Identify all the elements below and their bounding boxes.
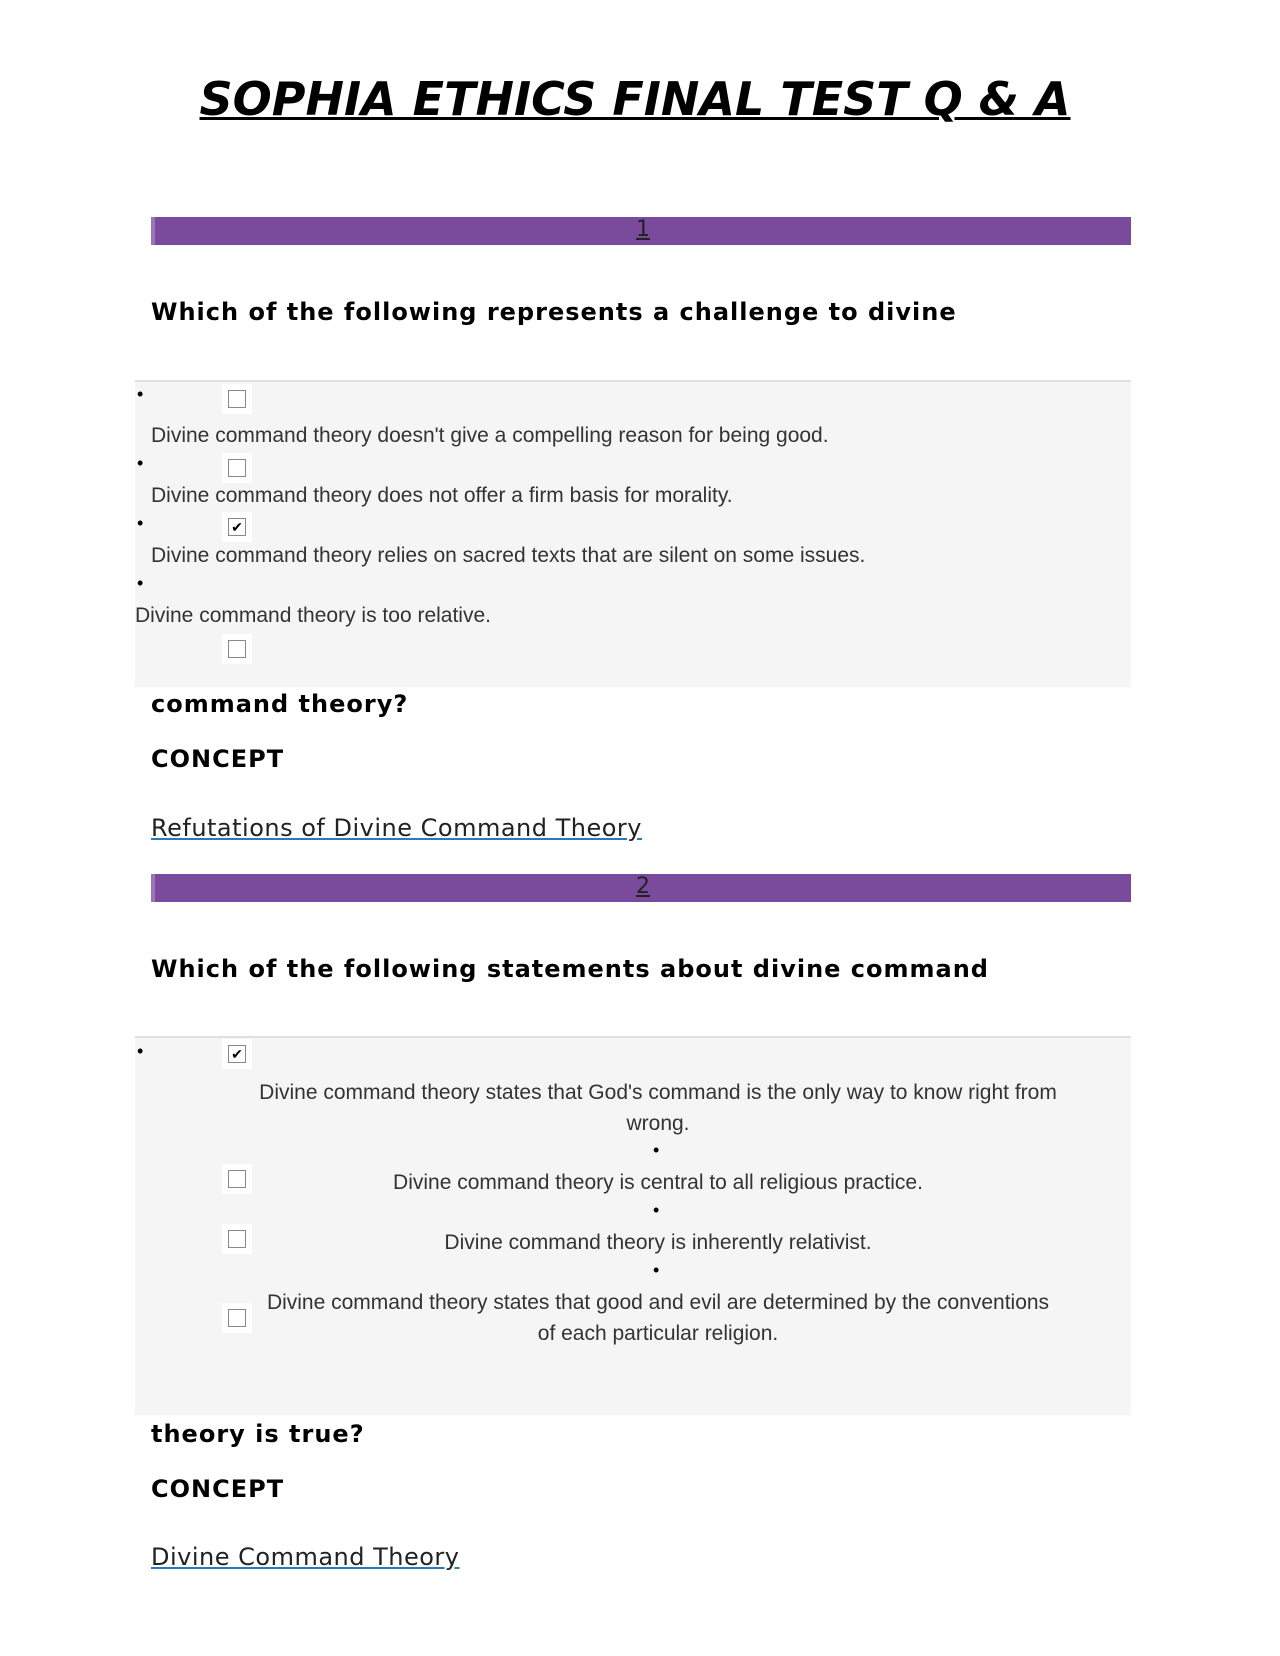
answer-option[interactable]: Divine command theory is inherently relativist. — [444, 1231, 872, 1254]
answer-option[interactable]: Divine command theory doesn't give a compelling reason for being good. — [151, 424, 829, 447]
question-number: 1 — [636, 217, 650, 242]
question-number-bar — [151, 874, 1131, 902]
bullet: • — [653, 1140, 660, 1160]
answer-checkbox[interactable] — [228, 390, 246, 408]
question-number: 2 — [636, 874, 650, 899]
answer-option[interactable]: Divine command theory is central to all religious practice. — [393, 1171, 923, 1194]
answer-checkbox[interactable] — [228, 640, 246, 658]
answer-checkbox-checked[interactable]: ✔ — [228, 518, 246, 536]
bullet: • — [653, 1260, 660, 1280]
document-title: SOPHIA ETHICS FINAL TEST Q & A — [199, 72, 1071, 126]
concept-label: CONCEPT — [151, 1475, 285, 1503]
answer-option[interactable]: Divine command theory does not offer a firm basis for morality. — [151, 484, 733, 507]
concept-label: CONCEPT — [151, 745, 285, 773]
question-number-bar — [151, 217, 1131, 245]
bullet: • — [137, 384, 144, 404]
bullet: • — [137, 453, 144, 473]
question-text-continued: theory is true? — [151, 1420, 365, 1448]
answer-checkbox[interactable] — [228, 459, 246, 477]
bullet: • — [137, 513, 144, 533]
bullet: • — [137, 1041, 144, 1061]
answer-option[interactable]: Divine command theory states that good and evil are determined by the conventions of each particular religion. — [266, 1291, 1050, 1345]
answer-option-selected[interactable]: Divine command theory states that God's command is the only way to know right from wrong. — [259, 1081, 1057, 1135]
question-text: Which of the following represents a challenge to divine — [151, 298, 957, 326]
bullet: • — [137, 573, 144, 593]
answer-option[interactable]: Divine command theory is too relative. — [135, 604, 491, 627]
answer-checkbox-checked[interactable]: ✔ — [228, 1045, 246, 1063]
answer-checkbox[interactable] — [228, 1309, 246, 1327]
concept-link[interactable]: Divine Command Theory — [151, 1543, 460, 1571]
answer-checkbox[interactable] — [228, 1230, 246, 1248]
question-text-continued: command theory? — [151, 690, 409, 718]
question-text: Which of the following statements about divine command — [151, 955, 989, 983]
concept-link[interactable]: Refutations of Divine Command Theory — [151, 814, 643, 842]
answer-option-selected[interactable]: Divine command theory relies on sacred texts that are silent on some issues. — [151, 544, 866, 567]
answer-checkbox[interactable] — [228, 1170, 246, 1188]
bullet: • — [653, 1200, 660, 1220]
